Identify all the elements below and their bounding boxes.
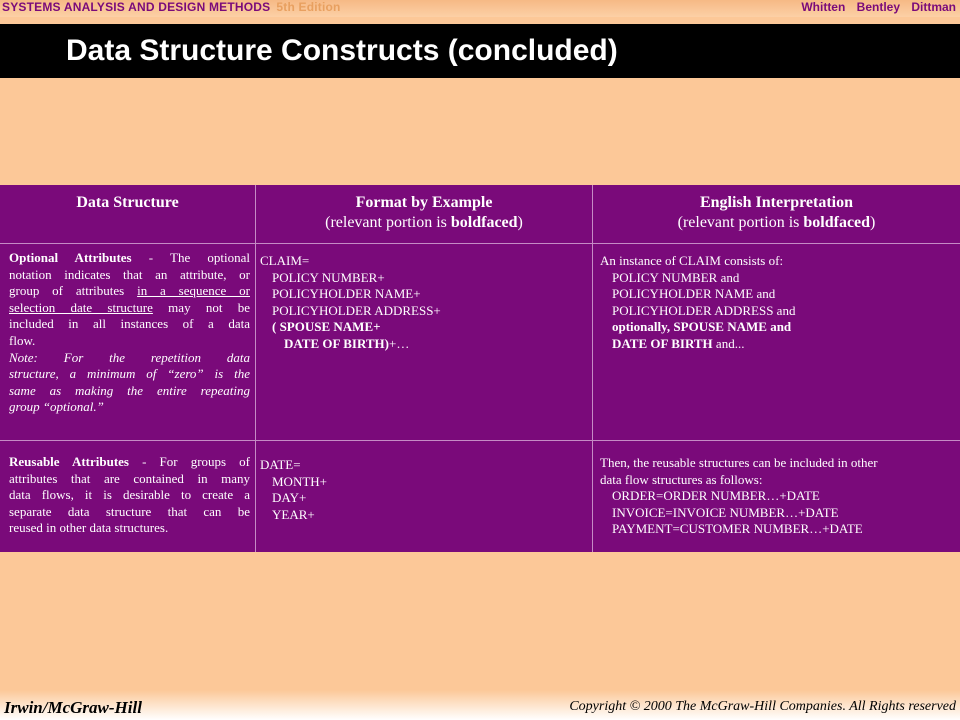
table-cell-line: Reusable Attributes - For groups of [9, 454, 251, 469]
table-cell-line: data flows, it is desirable to create a [9, 487, 250, 503]
copyright-notice: Copyright © 2000 The McGraw-Hill Companies. All Rights reserved [569, 699, 956, 714]
slide-title: Data Structure Constructs (concluded) [66, 34, 618, 67]
authors: Whitten Bentley Dittman [801, 0, 956, 14]
table-cell-line: POLICYHOLDER ADDRESS+ [272, 302, 441, 318]
structure-cell-optional-attributes [9, 250, 250, 416]
table-cell-line: flow. [9, 332, 36, 348]
table-cell-line: PAYMENT=CUSTOMER NUMBER…+DATE [612, 521, 863, 537]
table-cell-line: attributes that are contained in many [9, 470, 250, 486]
table-cell-line: data flow structures as follows: [600, 471, 763, 487]
table-cell-line: notation indicates that an attribute, or [9, 266, 250, 282]
table-cell-line: MONTH+ [272, 473, 327, 489]
note-line: structure, a minimum of “zero” is the [9, 366, 250, 382]
edition-label: 5th Edition [276, 0, 341, 14]
table-cell-line: Optional Attributes - The optional [9, 250, 250, 265]
row-divider [0, 440, 960, 441]
slide-header-bar [0, 0, 960, 17]
row-divider [0, 243, 960, 244]
column-header-sublabel: (relevant portion is boldfaced) [677, 214, 876, 231]
course-name: SYSTEMS ANALYSIS AND DESIGN METHODS [2, 0, 271, 14]
note-line: group “optional.” [9, 399, 104, 415]
table-cell-line: CLAIM= [260, 253, 310, 268]
publisher-label: Irwin/McGraw-Hill [4, 698, 142, 717]
table-cell-line: selection date structure may not be [9, 299, 251, 315]
table-cell-line: included in all instances of a data [9, 316, 250, 332]
table-cell-line: POLICYHOLDER NAME and [612, 286, 776, 302]
example-cell-optional-attributes [260, 253, 588, 353]
table-cell-line: separate data structure that can be [9, 503, 250, 519]
table-cell-line: optionally, SPOUSE NAME and [612, 319, 792, 335]
table-cell-line: ORDER=ORDER NUMBER…+DATE [612, 488, 820, 504]
table-cell-line: DATE OF BIRTH and... [612, 335, 745, 351]
table-cell-line: POLICY NUMBER and [612, 269, 740, 285]
interpretation-cell-optional-attributes [600, 253, 956, 353]
table-cell-line: DATE OF BIRTH)+… [284, 335, 410, 351]
column-header-data-structure [0, 185, 255, 243]
column-header-label: Data Structure [76, 194, 179, 211]
table-cell-line: POLICYHOLDER NAME+ [272, 286, 421, 302]
table-cell-line: YEAR+ [272, 506, 315, 522]
column-header-english-interpretation [593, 185, 960, 243]
example-cell-reusable-attributes [260, 457, 588, 523]
table-cell-line: INVOICE=INVOICE NUMBER…+DATE [612, 504, 839, 520]
constructs-table [0, 185, 960, 552]
table-cell-line: An instance of CLAIM consists of: [600, 253, 784, 268]
table-cell-line: POLICYHOLDER ADDRESS and [612, 302, 796, 318]
note-line: same as making the entire repeating [9, 382, 250, 398]
course-title [2, 0, 341, 15]
table-cell-line: DATE= [260, 457, 301, 472]
column-header-format-by-example [256, 185, 592, 243]
column-header-sublabel: (relevant portion is boldfaced) [325, 214, 523, 231]
table-cell-line: DAY+ [272, 490, 307, 506]
table-cell-line: group of attributes in a sequence or [9, 283, 250, 299]
structure-cell-reusable-attributes [9, 454, 250, 537]
note-line: Note: For the repetition data [9, 349, 250, 365]
slide-footer [0, 690, 960, 720]
interpretation-cell-reusable-attributes [600, 455, 956, 538]
table-cell-line: Then, the reusable structures can be included in other [600, 455, 878, 470]
table-cell-line: POLICY NUMBER+ [272, 269, 385, 285]
table-cell-line: reused in other data structures. [9, 520, 169, 536]
column-header-label: Format by Example [355, 194, 493, 211]
column-header-label: English Interpretation [699, 194, 854, 211]
title-bar [0, 24, 960, 78]
table-cell-line: ( SPOUSE NAME+ [272, 319, 381, 335]
